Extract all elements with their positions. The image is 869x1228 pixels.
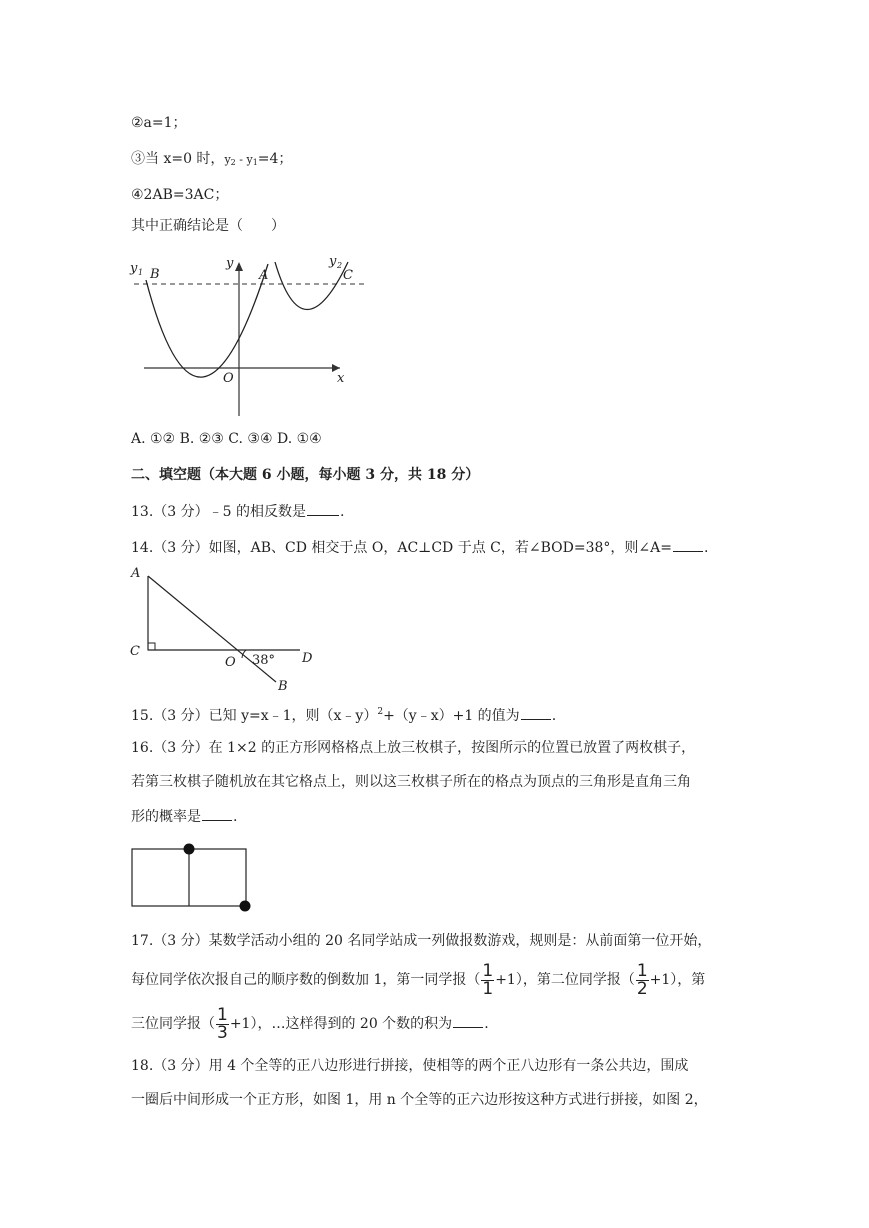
conclusion-3-value: =4；: [257, 151, 293, 167]
question-13: [131, 501, 344, 522]
label-y1-sub: 1: [138, 268, 144, 277]
angle-label: 38°: [252, 653, 276, 668]
parabola-figure: [128, 252, 368, 422]
y2-symbol: y: [224, 153, 231, 166]
label-y2-sub: 2: [337, 261, 343, 270]
label-D: D: [302, 651, 313, 666]
question-17-line3: [131, 1004, 489, 1044]
question-16-line2: 若第三枚棋子随机放在其它格点上，则以这三枚棋子所在的格点为顶点的三角形是直角三角: [131, 774, 691, 790]
label-y1: y: [130, 261, 138, 276]
y1-symbol: - y: [235, 153, 253, 166]
label-x: x: [337, 371, 345, 386]
label-y2: y: [329, 254, 337, 269]
question-18-line2: 一圈后中间形成一个正方形，如图 1，用 n 个全等的正六边形按这种方式进行拼接，如图 2，: [131, 1092, 708, 1108]
question-16-line1: 16.（3 分）在 1×2 的正方形网格格点上放三枚棋子，按图所示的位置已放置了两枚棋子，: [131, 740, 696, 756]
section-heading: 二、填空题（本大题 6 小题，每小题 3 分，共 18 分）: [131, 467, 480, 483]
y1-subscript: 1: [252, 158, 258, 167]
q16-blank: [202, 806, 232, 821]
q17-text-3: +1），第: [649, 972, 706, 988]
question-18-line1: 18.（3 分）用 4 个全等的正八边形进行拼接，使相等的两个正八边形有一条公共边，围成: [131, 1058, 689, 1074]
question-17-line2: [131, 960, 705, 1000]
frac1-num: 1: [482, 960, 494, 981]
label-O: O: [223, 371, 234, 386]
fraction-1-over-2: [636, 960, 649, 999]
q17-end: .: [484, 1016, 489, 1032]
frac2-den: 2: [636, 978, 648, 999]
conclusion-2: ②a=1；: [131, 115, 187, 131]
label-B: B: [150, 267, 160, 282]
q15-exponent: 2: [377, 707, 384, 717]
grid-figure: [128, 843, 253, 913]
frac3-num: 1: [217, 1004, 228, 1025]
q15-blank: [521, 705, 551, 720]
conclusion-4: ④2AB=3AC；: [131, 187, 229, 203]
q13-blank: [307, 501, 339, 516]
q17-text-1: 每位同学依次报自己的顺序数的倒数加 1，第一同学报（: [131, 972, 481, 988]
question-stem: 其中正确结论是（ ）: [131, 218, 285, 234]
question-16-line3: [131, 806, 237, 827]
label-C: C: [130, 644, 140, 659]
label-A: A: [259, 268, 269, 283]
angle-figure: [128, 565, 328, 694]
q14-text: 14.（3 分）如图，AB、CD 相交于点 O，AC⊥CD 于点 C，若∠BOD=38°，则∠A=: [131, 540, 672, 556]
chess-piece-1: [184, 844, 195, 855]
y2-subscript: 2: [230, 158, 236, 167]
conclusion-3: [131, 149, 292, 173]
q16-text: 形的概率是: [131, 809, 201, 825]
q15-text: 15.（3 分）已知 y=x﹣1，则（x﹣y）: [131, 708, 378, 724]
frac3-den: 3: [217, 1022, 228, 1043]
right-angle-mark: [148, 643, 155, 650]
fraction-1-over-3: [216, 1004, 229, 1043]
answer-options: A. ①② B. ②③ C. ③④ D. ①④: [131, 431, 322, 447]
frac2-num: 1: [636, 960, 648, 981]
label-y: y: [226, 256, 234, 271]
parabola-y1: [146, 264, 268, 377]
q13-end: .: [339, 504, 345, 520]
question-17-line1: 17.（3 分）某数学活动小组的 20 名同学站成一列做报数游戏，规则是：从前面第一位开始，: [131, 933, 712, 949]
q13-text: 13.（3 分）﹣5 的相反数是: [131, 504, 306, 520]
q15-text-2: +（y﹣x）+1 的值为: [383, 708, 520, 724]
conclusion-3-text: ③当 x=0 时，: [131, 151, 225, 167]
fraction-1-over-1: [481, 960, 494, 999]
q17-blank: [453, 1013, 483, 1028]
chess-piece-2: [240, 901, 251, 912]
q14-blank: [673, 537, 703, 552]
q17-text-5: +1），…这样得到的 20 个数的积为: [229, 1016, 453, 1032]
q15-end: .: [551, 708, 557, 724]
question-15: [131, 702, 556, 726]
q14-end: .: [703, 540, 709, 556]
q16-end: .: [233, 809, 238, 825]
y-axis-arrow: [235, 262, 243, 271]
label-B: B: [278, 679, 288, 694]
label-A: A: [131, 566, 141, 581]
label-C: C: [343, 268, 353, 283]
label-O: O: [225, 655, 236, 670]
question-14: [131, 537, 708, 558]
q17-text-2: +1），第二位同学报（: [495, 972, 635, 988]
frac1-den: 1: [482, 978, 494, 999]
q17-text-4: 三位同学报（: [131, 1016, 215, 1032]
